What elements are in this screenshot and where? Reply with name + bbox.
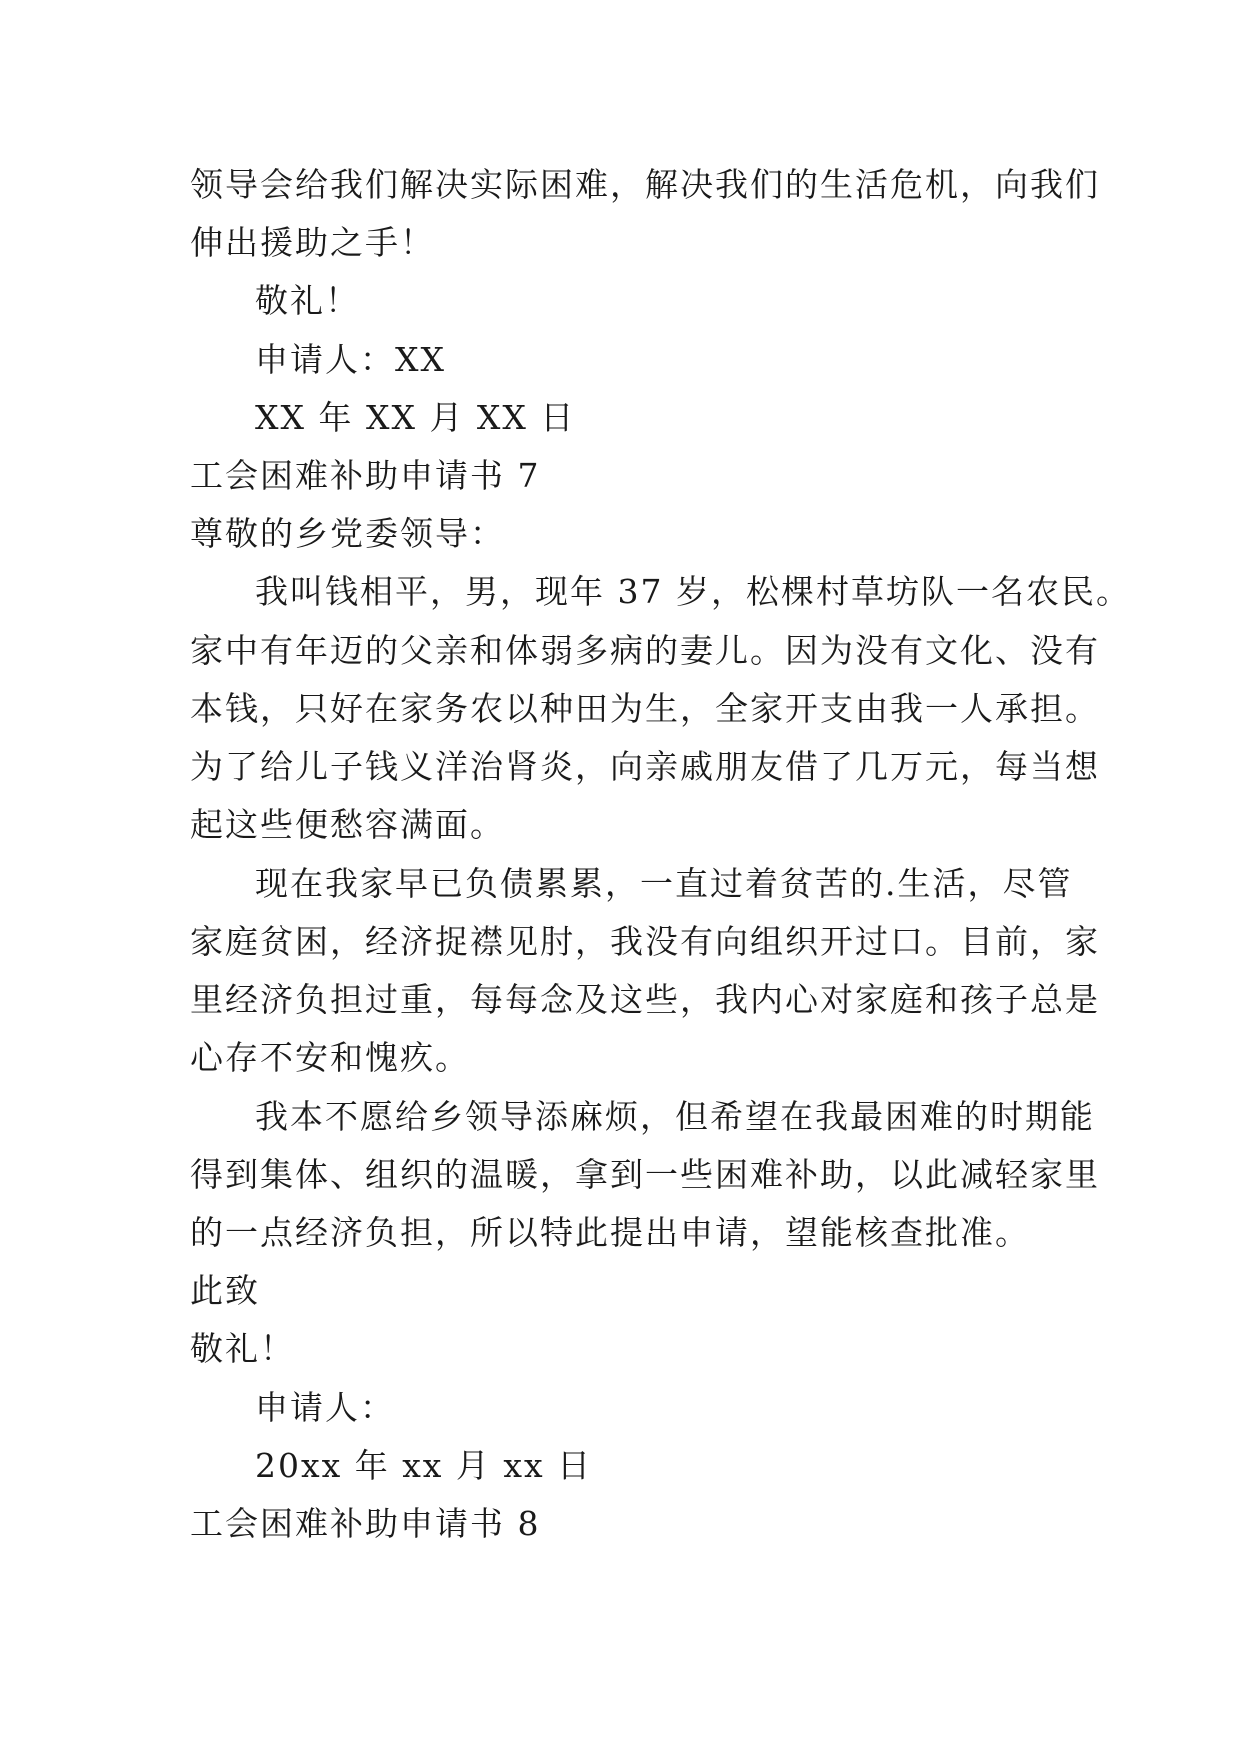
closing-phrase: 此致 [190, 1271, 260, 1310]
salutation-closing: 敬礼！ [190, 1329, 295, 1368]
body-line: 伸出援助之手！ [190, 223, 435, 262]
date-line: XX 年 XX 月 XX 日 [255, 398, 576, 437]
body-line: 心存不安和愧疚。 [190, 1038, 470, 1077]
body-line: 本钱，只好在家务农以种田为生，全家开支由我一人承担。 [190, 689, 1100, 728]
body-line: 的一点经济负担，所以特此提出申请，望能核查批准。 [190, 1213, 1030, 1252]
letter-salutation: 尊敬的乡党委领导： [190, 514, 505, 553]
body-line: 领导会给我们解决实际困难，解决我们的生活危机，向我们 [190, 165, 1100, 204]
body-line: 家中有年迈的父亲和体弱多病的妻儿。因为没有文化、没有 [190, 631, 1100, 670]
date-line: 20xx 年 xx 月 xx 日 [255, 1446, 593, 1485]
body-line: 为了给儿子钱义洋治肾炎，向亲戚朋友借了几万元，每当想 [190, 747, 1100, 786]
body-line: 现在我家早已负债累累，一直过着贫苦的.生活，尽管 [255, 864, 1073, 903]
section-title: 工会困难补助申请书 8 [190, 1504, 541, 1543]
body-line: 我本不愿给乡领导添麻烦，但希望在我最困难的时期能 [255, 1097, 1095, 1136]
section-title: 工会困难补助申请书 7 [190, 456, 541, 495]
body-line: 家庭贫困，经济捉襟见肘，我没有向组织开过口。目前，家 [190, 922, 1100, 961]
body-line: 起这些便愁容满面。 [190, 805, 505, 844]
applicant-signature: 申请人： [255, 1388, 395, 1427]
body-line: 我叫钱相平，男，现年 37 岁，松棵村草坊队一名农民。 [255, 572, 1131, 611]
salutation-closing: 敬礼！ [255, 281, 360, 320]
body-line: 得到集体、组织的温暖，拿到一些困难补助，以此减轻家里 [190, 1155, 1100, 1194]
body-line: 里经济负担过重，每每念及这些，我内心对家庭和孩子总是 [190, 980, 1100, 1019]
applicant-signature: 申请人：XX [255, 340, 446, 379]
